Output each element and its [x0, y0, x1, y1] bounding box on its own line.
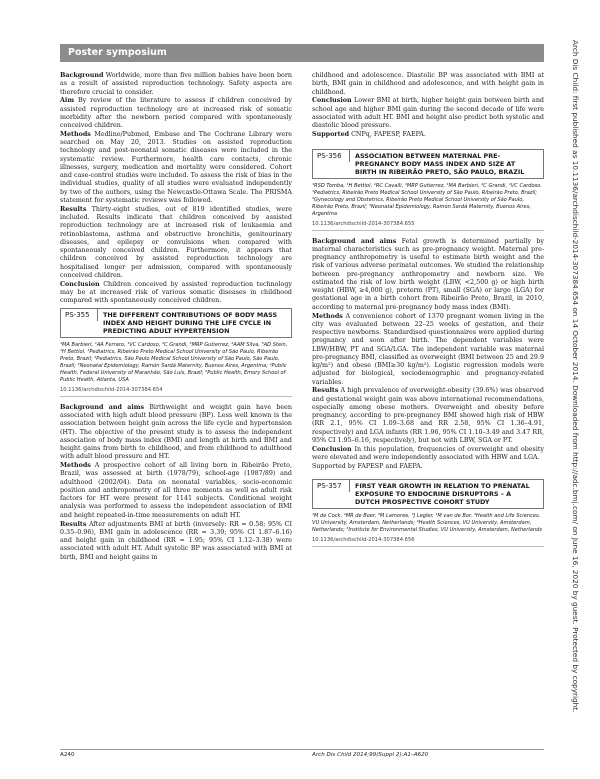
- abstract-doi[interactable]: 10.1136/archdischild-2014-307384.654: [60, 387, 292, 397]
- paragraph-text: Birthweight and weight gain have been associated with high adult blood pressure (BP). Less well known is the association between height gain across the life cycle and hypertension (HT). The objective of the present study is to assess the independent association of body mass index (BMI) and length at birth and BMI and height gains from birth to childhood, and from childhood to adulthood with adult blood pressure and HT.: [60, 403, 292, 461]
- abstract-body-ps355: [60, 404, 292, 562]
- page-number: A240: [60, 752, 75, 758]
- paragraph-text: By review of the literature to assess if children conceived by assisted reproduction technology are at increased risk of somatic morbidity after the newborn period compared with spontaneously conceived children.: [60, 97, 292, 130]
- paragraph-text: A high prevalence of overweight-obesity (39.6%) was observed and gestational weight gain was above international recommendations, especially among obese mothers. Overweight and obesity before pregnancy, according to pre-pregnancy BMI showed high risk of HBW (RR 2.1, 95% CI 1.09–3.68 and RR 2.58, 95% CI 1.36–4.91, respectively) and LGA infants (RR 1.96, 95% CI 1.10–3.49 and 3.47 RR, 95% CI 1.95–6.16, respectively), but not with LBW, SGA or PT.: [312, 387, 544, 444]
- abstract-id: PS-355: [61, 309, 98, 321]
- abstract-id: PS-356: [313, 150, 350, 162]
- paragraph-label: Supported: [312, 130, 350, 138]
- abstract-body-ps355-continued: [312, 72, 544, 139]
- paragraph-text: After adjustments BMI at birth (inversely: RR = 0.58; 95% CI 0.35–0.96), BMI gain in adolescence (RR = 3.39; 95% CI 1.87–6.16) and height gain in childhood (RR = 1.95; 95% CI 1.12–3.38) were associated with adult HT. Adult systolic BP was associated with BMI at birth, BMI and height gains in: [60, 520, 292, 561]
- abstract-title: THE DIFFERENT CONTRIBUTIONS OF BODY MASS INDEX AND HEIGHT DURING THE LIFE CYCLE IN PREDICTING ADULT HYPERTENSION: [103, 311, 278, 336]
- right-column: [312, 72, 544, 554]
- abstract-header-ps355: [60, 308, 292, 338]
- paragraph-label: Methods: [60, 462, 91, 470]
- paragraph: [312, 238, 544, 312]
- abstract-header-ps356: [312, 149, 544, 179]
- paragraph-label: Results: [60, 520, 87, 528]
- previous-abstract-tail: [60, 72, 292, 305]
- abstract-title: FIRST YEAR GROWTH IN RELATION TO PRENATAL EXPOSURE TO ENDOCRINE DISRUPTORS – A DUTCH PROSPECTIVE COHORT STUDY: [355, 482, 530, 507]
- paragraph-label: Background and aims: [312, 237, 397, 245]
- section-header: Poster symposium: [60, 44, 544, 62]
- paragraph: [312, 387, 544, 445]
- paragraph: [312, 313, 544, 387]
- abstract-title: ASSOCIATION BETWEEN MATERNAL PRE-PREGNANCY BODY MASS INDEX AND SIZE AT BIRTH IN RIBEIRÃO PRETO, SÃO PAULO, BRAZIL: [355, 152, 525, 177]
- paragraph-text: CNPq, FAPESP, FAEPA.: [351, 130, 426, 138]
- paragraph-text: A prospective cohort of all living born in Ribeirão Preto, Brazil, was assessed at birth (1978/79), school-age (1987/89) and adulthood (2002/04). Data on neonatal variables, socio-economic position and anthropometry of all three moments as well as adult risk factors for HT were present for 1141 subjects. Conditional weight analysis was performed to assess the independent association of BMI and height repeated-in-time measurements on adult HT.: [60, 462, 292, 519]
- paragraph-label: Conclusion: [312, 445, 352, 453]
- paragraph: [60, 404, 292, 462]
- paragraph-text: Supported by FAPESP and FAEPA.: [312, 462, 423, 470]
- abstract-header-ps357: [312, 479, 544, 509]
- paragraph-text: Lower BMI at birth, higher height gain between birth and school age and higher BMI gain during the second decade of life were associated with adult HT. BMI and height also predict both systolic and diastolic blood pressure.: [312, 97, 544, 130]
- paragraph: [60, 521, 292, 562]
- paragraph: [60, 131, 292, 205]
- paragraph-label: Methods: [60, 130, 91, 138]
- abstract-authors: ¹M de Cock, ¹MR de Boer, ²M Lamoree, ²J Legler, ¹M van de Bor. ¹Health and Life Sciences, VU University, Amsterdam, Netherlands; ²Health Sciences, VU University, Amsterdam, Netherlands; ³Institute for Environmental Studies, VU University, Amsterdam, Netherlands: [312, 513, 543, 533]
- paragraph-text: childhood and adolescence. Diastolic BP was associated with BMI at birth, BMI gain in childhood and adolescence, and with height gain in childhood.: [312, 72, 544, 96]
- paragraph: [60, 281, 292, 306]
- paragraph-label: Results: [312, 387, 339, 395]
- paragraph-label: Background and aims: [60, 403, 145, 411]
- abstract-doi[interactable]: 10.1136/archdischild-2014-307384.656: [312, 537, 544, 547]
- paragraph: [312, 131, 544, 139]
- paragraph-text: In this population, frequencies of overweight and obesity were elevated and were independently associated with HBW and LGA.: [312, 445, 544, 461]
- paragraph-text: Worldwide, more than five million babies have been born as a result of assisted reproduction technology. Safety aspects are therefore crucial to consider.: [60, 72, 292, 96]
- paragraph: [312, 97, 544, 130]
- footer-rule: [60, 749, 544, 750]
- abstract-body-ps356: [312, 238, 544, 471]
- paragraph-label: Conclusion: [60, 280, 100, 288]
- paragraph-label: Results: [60, 205, 87, 213]
- paragraph-label: Aim: [60, 97, 75, 105]
- copyright-sidebar: Arch Dis Child: first published as 10.1136/archdischild-2014-307384.654 on 14 October 2014. Downloaded from http://adc.bmj.com/ on June 16, 2020 by guest. Protected by copyright.: [571, 40, 580, 713]
- paragraph: [60, 206, 292, 280]
- paragraph-text: A convenience cohort of 1370 pregnant women living in the city was evaluated between 22–25 weeks of gestation, and their respective newborns. Standardised questionnaires were applied during pregnancy and soon after birth. The dependent variables were LBW/HBW, PT and SGA/LGA. The independent variable was maternal pre-pregnancy BMI, classified as overweight (BMI between 25 and 29.9 kg/m²) and obese (BMI≥30 kg/m²). Logistic regression models were adjusted for biological, sociodemographic and pregnancy-related variables.: [312, 312, 544, 386]
- left-column: [60, 72, 292, 562]
- abstract-doi[interactable]: 10.1136/archdischild-2014-307384.655: [312, 221, 544, 231]
- paragraph: [312, 463, 544, 471]
- abstract-id: PS-357: [313, 480, 350, 492]
- paragraph: [60, 97, 292, 130]
- page-footer: [60, 752, 544, 764]
- paragraph: [60, 72, 292, 97]
- paragraph-text: Fetal growth is determined partially by maternal characteristics such as pre-pregnancy weight. Maternal pre-pregnancy anthropometry is useful to estimate birth weight and the risk of various adverse perinatal outcomes. We studied the relationship between pre-pregnancy anthropometry and newborn size. We estimated the risk of low birth weight (LBW, <2,500 g) or high birth weight (HBW, ≥4,000 g), preterm (PT), small (SGA) or large (LGA) for gestational age in a birth cohort from Ribeirão Preto, Brazil, in 2010, according to maternal pre-pregnancy body mass index (BMI).: [312, 237, 544, 311]
- abstract-authors: ¹MA Barbieri, ¹AA Ferraro, ¹VC Cardoso, ²C Grandi, ³MRP Gutierrez, ⁴AAM Silva, ⁵AD Stein, ¹H Bettiol. ¹Pediatrics, Ribeirão Preto Medical School University of São Paulo, Ribeirão Preto, Brazil; ²Pediatrics, São Paulo Medical School University of São Paulo, São Paulo, Brazil; ³Neonatal Epidemiology, Ramón Sardá Maternity, Buenos Aires, Argentina; ⁴Public Health, Federal University of Maranhão, São Luís, Brazil; ⁵Public Health, Emory School of Public Health, Atlanta, USA: [60, 342, 288, 383]
- paragraph-text: Thirty-eight studies, out of 819 identified studies, were included. Results indicate that children conceived by assisted reproduction technology are at increased risk of leukaemia and retinoblastoma, asthma and obstructive bronchitis, genitourinary diseases, and epilepsy or convulsions when compared with spontaneously conceived children. Furthermore, it appears that children conceived by assisted reproduction technology are hospitalised longer per admission, compared with spontaneously conceived children.: [60, 205, 292, 279]
- paragraph-label: Conclusion: [312, 97, 352, 105]
- paragraph-label: Methods: [312, 312, 343, 320]
- paragraph: [312, 72, 544, 97]
- journal-citation: Arch Dis Child 2014;99(Suppl 2):A1–A620: [312, 752, 429, 758]
- paragraph-text: Children conceived by assisted reproduction technology may be at increased risk of various somatic diseases in childhood compared with spontaneously conceived children.: [60, 280, 292, 305]
- paragraph: [312, 446, 544, 463]
- paragraph: [60, 462, 292, 520]
- abstract-authors: ¹RSD Tomba, ¹H Bettiol, ¹RC Cavalli, ¹MRP Gutierrez, ¹MA Barbieri, ²C Grandi, ¹VC Cardoso. ¹Pediatrics, Ribeirão Preto Medical School University of São Paulo, Ribeirão Preto, Brazil; ²Gynecology and Obstetrics, Ribeirão Preto Medical School University of São Paulo, Ribeirão Preto, Brazil; ³Neonatal Epidemiology, Ramón Sardá Maternity, Buenos Aires, Argentina: [312, 183, 542, 217]
- paragraph-text: Medline/Pubmed, Embase and The Cochrane Library were searched on May 20, 2013. Studies on assisted reproduction technology and post-neonatal somatic diseases were included in the systematic review. Furthermore, health care contacts, chronic illnesses, surgery, medication and mortality were considered. Cohort and case-control studies were included. To assess the risk of bias in the individual studies, quality of all studies were evaluated independently by two of the authors, using the Newcastle-Ottawa Scale. The PRISMA statement for systematic reviews was followed.: [60, 130, 292, 204]
- paragraph-label: Background: [60, 72, 104, 79]
